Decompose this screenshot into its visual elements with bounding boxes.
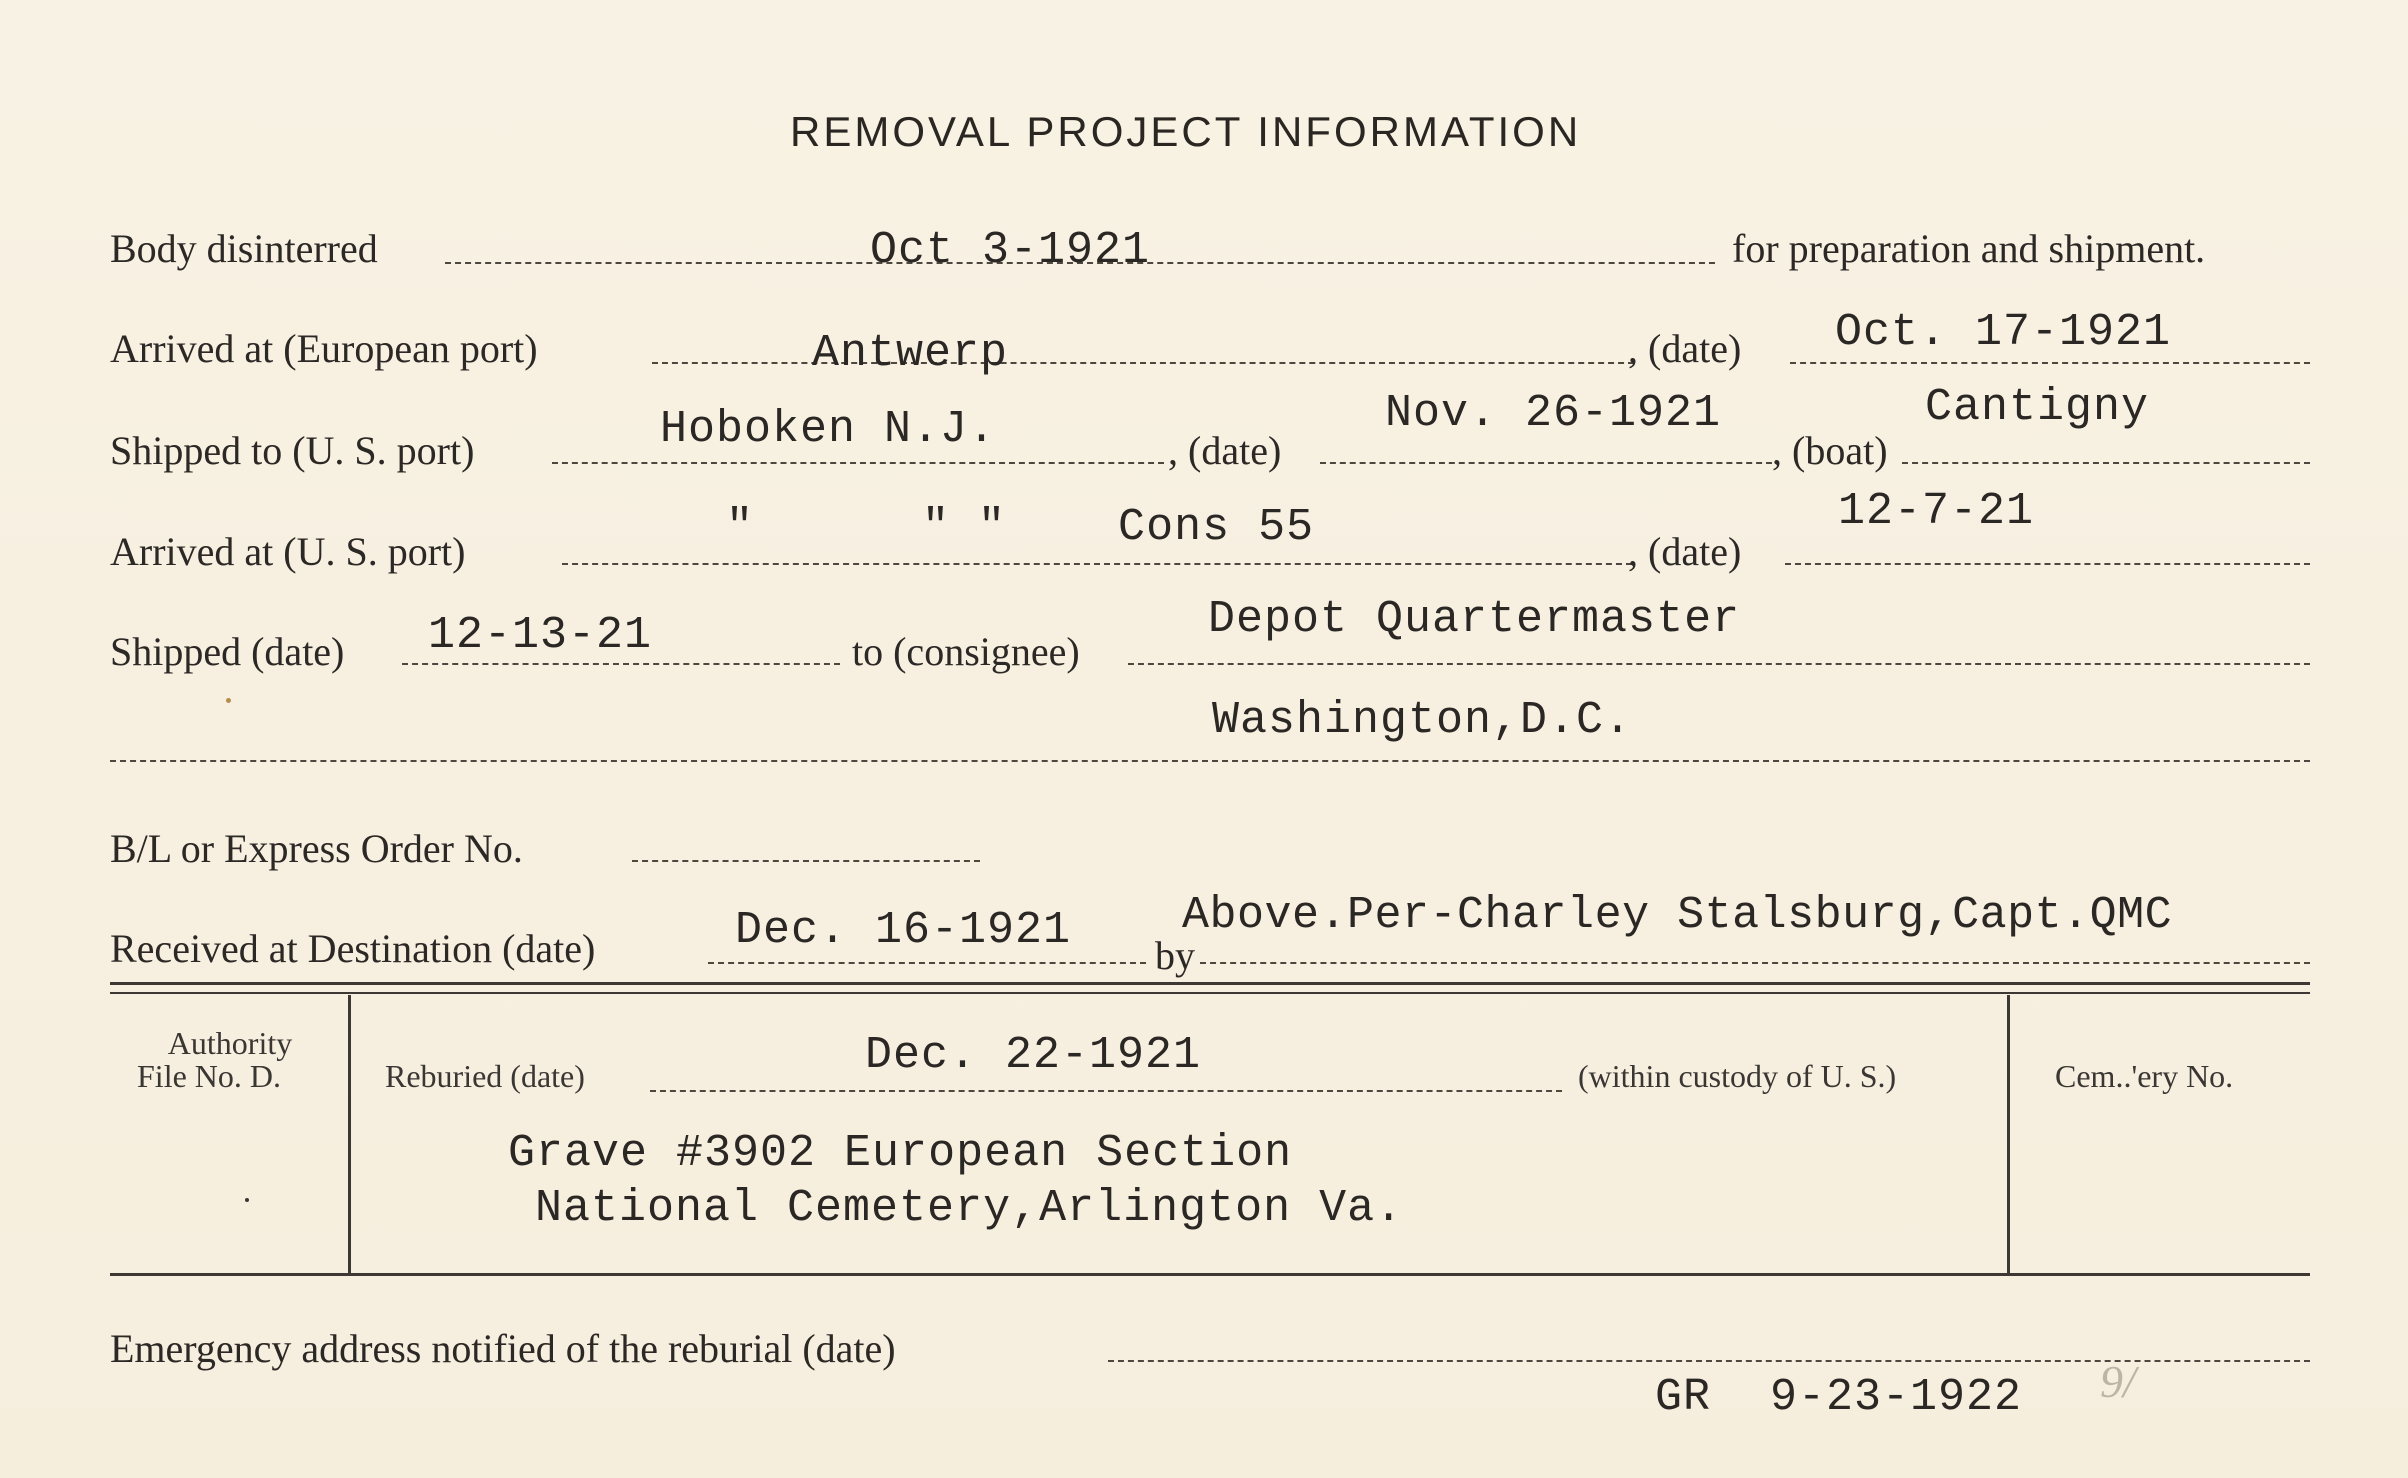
authority-label-line1: Authority <box>167 1025 293 1061</box>
cemetery-no-label: Cem..'ery No. <box>2055 1058 2234 1094</box>
arrived-european-date-value: Oct. 17-1921 <box>1835 307 2172 358</box>
arrived-us-date-line <box>1785 563 2310 565</box>
arrived-us-label: Arrived at (U. S. port) <box>110 529 466 574</box>
boat-line <box>1902 462 2310 464</box>
consignee-label: to (consignee) <box>852 629 1080 674</box>
received-date-value: Dec. 16-1921 <box>735 905 1072 956</box>
consignee-value-line1: Depot Quartermaster <box>1208 594 1741 645</box>
arrived-european-date-line <box>1790 362 2310 364</box>
shipped-us-line <box>552 462 1164 464</box>
box-bottom-rule <box>110 1273 2310 1276</box>
preparation-shipment-text: for preparation and shipment. <box>1732 226 2206 271</box>
box-left-divider <box>348 995 351 1273</box>
authority-label-line2: File No. D. <box>137 1058 281 1094</box>
received-by-line <box>1200 962 2310 964</box>
reburied-date-value: Dec. 22-1921 <box>865 1030 1202 1081</box>
emergency-label: Emergency address notified of the reburial (date) <box>110 1326 896 1371</box>
consignee-line <box>1128 663 2310 665</box>
consignee-value-line2: Washington,D.C. <box>1212 695 1633 746</box>
received-by-value: Above.Per-Charley Stalsburg,Capt.QMC <box>1182 890 2173 941</box>
body-disinterred-label: Body disinterred <box>110 226 378 271</box>
shipped-us-label: Shipped to (U. S. port) <box>110 428 475 473</box>
reburied-label: Reburied (date) <box>385 1058 585 1094</box>
bl-line <box>632 860 980 862</box>
footer-gr: GR <box>1655 1372 1712 1423</box>
box-top-rule-2 <box>110 992 2310 994</box>
box-right-divider <box>2007 995 2010 1273</box>
arrived-us-line <box>562 563 1632 565</box>
arrived-european-line <box>652 362 1634 364</box>
footer-handwritten-mark: 9/ <box>2100 1356 2136 1407</box>
shipped-us-port-value: Hoboken N.J. <box>660 404 997 455</box>
shipped-us-date-label: , (date) <box>1168 428 1282 473</box>
shipped-date-label: Shipped (date) <box>110 629 345 674</box>
boat-label: , (boat) <box>1772 428 1888 473</box>
grave-line1: Grave #3902 European Section <box>508 1128 1293 1179</box>
grave-line2: National Cemetery,Arlington Va. <box>535 1183 1404 1234</box>
arrived-us-date-value: 12-7-21 <box>1838 486 2035 537</box>
arrived-european-label: Arrived at (European port) <box>110 326 538 371</box>
received-label: Received at Destination (date) <box>110 926 596 971</box>
arrived-european-port-value: Antwerp <box>812 328 1009 379</box>
arrived-european-date-label: , (date) <box>1628 326 1742 371</box>
custody-text: (within custody of U. S.) <box>1578 1058 1897 1094</box>
speck-2 <box>245 1198 249 1202</box>
reburied-line <box>650 1090 1562 1092</box>
shipped-us-date-value: Nov. 26-1921 <box>1385 388 1722 439</box>
shipped-us-date-line <box>1320 462 1772 464</box>
footer-date: 9-23-1922 <box>1770 1372 2023 1423</box>
received-by-label: by <box>1155 933 1195 978</box>
received-date-line <box>708 962 1146 964</box>
box-top-rule <box>110 982 2310 985</box>
body-disinterred-value: Oct 3-1921 <box>870 225 1151 276</box>
shipped-date-line <box>402 663 840 665</box>
speck-1 <box>226 698 231 703</box>
boat-value: Cantigny <box>1925 382 2150 433</box>
bl-label: B/L or Express Order No. <box>110 826 523 871</box>
arrived-us-port-value: " " " Cons 55 <box>726 502 1315 553</box>
consignee-line-2 <box>110 760 2310 762</box>
arrived-us-date-label: , (date) <box>1628 529 1742 574</box>
shipped-date-value: 12-13-21 <box>428 610 653 661</box>
card-title: REMOVAL PROJECT INFORMATION <box>790 108 1582 155</box>
